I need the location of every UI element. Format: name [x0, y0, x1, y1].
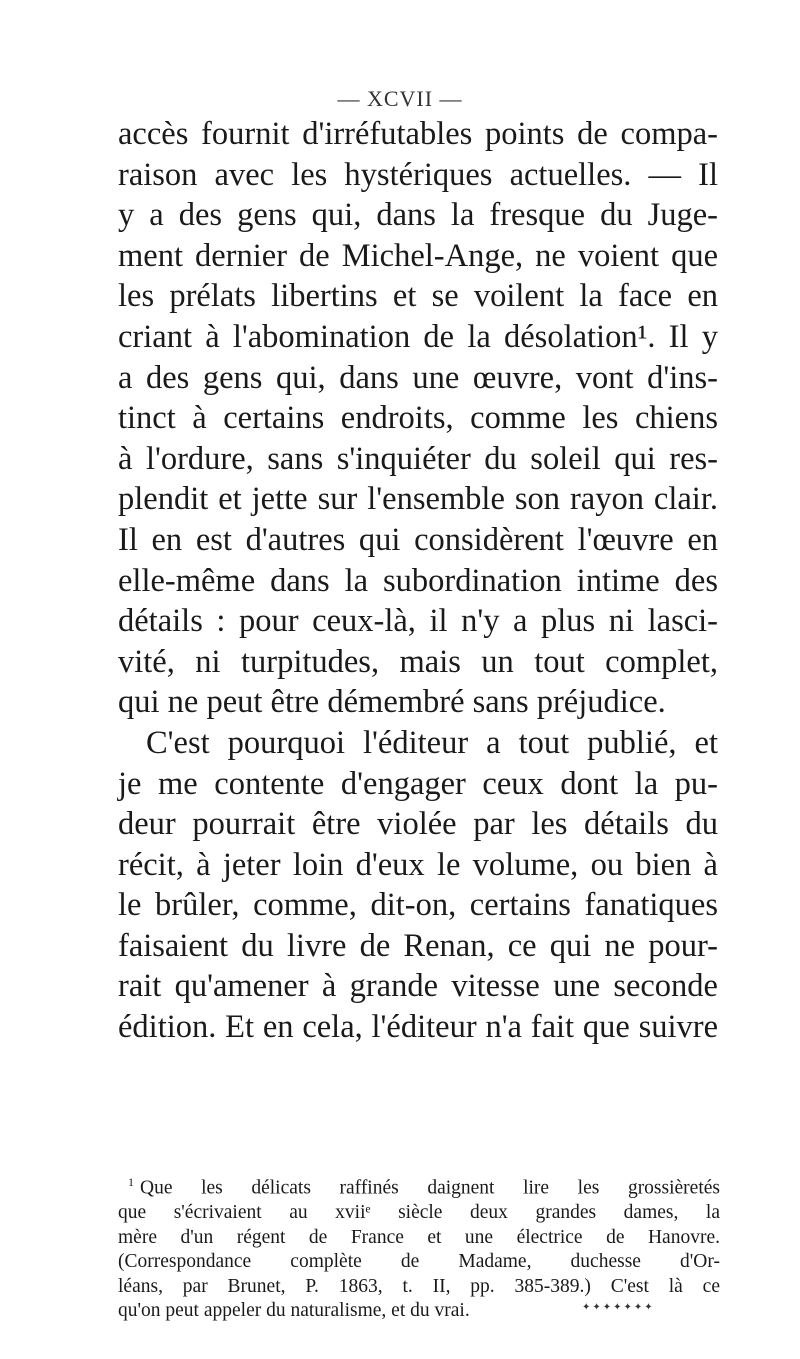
- text-line: deur pourrait être violée par les détails du: [118, 806, 718, 843]
- text-line: elle-même dans la subordination intime des: [118, 562, 718, 599]
- text-line: rait qu'amener à grande vitesse une seconde: [118, 968, 718, 1005]
- text-line: ment dernier de Michel-Ange, ne voient que: [118, 237, 718, 274]
- page-number-header: — XCVII —: [337, 86, 463, 111]
- text-line: Il en est d'autres qui considèrent l'œuvre en: [118, 521, 718, 558]
- text-line: vité, ni turpitudes, mais un tout complet,: [118, 643, 718, 680]
- ornament-dots: ✦✦✦✦✦✦✦: [582, 1302, 655, 1313]
- footnote-marker: 1: [128, 1175, 134, 1189]
- text-line: le brûler, comme, dit-on, certains fanatiques: [118, 887, 718, 924]
- footnote-line: que s'écrivaient au xviiᵉ siècle deux grandes dames, la: [118, 1202, 720, 1224]
- text-line: tinct à certains endroits, comme les chiens: [118, 400, 718, 437]
- text-line-paragraph-start: C'est pourquoi l'éditeur a tout publié, et: [146, 724, 718, 761]
- text-line: criant à l'abomination de la désolation¹. Il y: [118, 318, 718, 355]
- footnote-line: léans, par Brunet, P. 1863, t. II, pp. 385-389.) C'est là ce: [118, 1275, 720, 1297]
- footnote-line-text: Que les délicats raffinés daignent lire les grossièretés: [140, 1177, 720, 1199]
- footnote-block: [118, 1170, 720, 1324]
- text-line: édition. Et en cela, l'éditeur n'a fait que suivre: [118, 1009, 718, 1046]
- main-text-block: [118, 114, 718, 1048]
- text-line: raison avec les hystériques actuelles. — Il: [118, 156, 718, 193]
- text-line: détails : pour ceux-là, il n'y a plus ni lasci-: [118, 603, 718, 640]
- footnote-line: qu'on peut appeler du naturalisme, et du vrai.: [118, 1300, 470, 1322]
- text-line: y a des gens qui, dans la fresque du Juge-: [118, 197, 718, 234]
- text-line: plendit et jette sur l'ensemble son rayon clair.: [118, 481, 718, 518]
- text-line: les prélats libertins et se voilent la face en: [118, 278, 718, 315]
- footnote-line: (Correspondance complète de Madame, duchesse d'Or-: [118, 1251, 720, 1273]
- text-line: je me contente d'engager ceux dont la pu-: [118, 765, 718, 802]
- footnote-line: [118, 1170, 720, 1201]
- text-line: à l'ordure, sans s'inquiéter du soleil qui res-: [118, 440, 718, 477]
- footnote-line: mère d'un régent de France et une électrice de Hanovre.: [118, 1226, 720, 1248]
- text-line: a des gens qui, dans une œuvre, vont d'ins-: [118, 359, 718, 396]
- text-line: faisaient du livre de Renan, ce qui ne pour-: [118, 927, 718, 964]
- text-line: récit, à jeter loin d'eux le volume, ou bien à: [118, 846, 718, 883]
- text-line: qui ne peut être démembré sans préjudice.: [118, 684, 666, 721]
- text-line: accès fournit d'irréfutables points de compa-: [118, 116, 718, 152]
